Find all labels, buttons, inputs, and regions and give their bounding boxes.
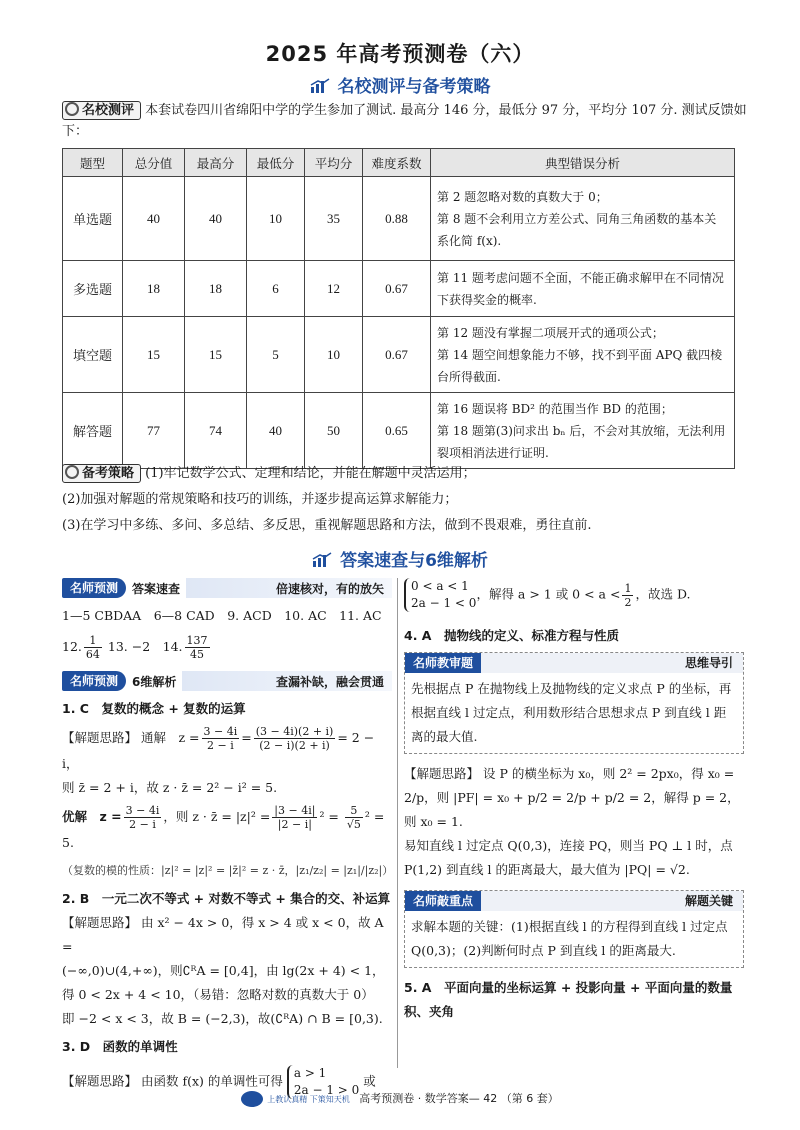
- strategy-item: (2)加强对解题的常规策略和技巧的训练，并逐步提高运算求解能力；: [62, 492, 458, 507]
- question-1-heading: 1. C 复数的概念 + 复数的运算: [62, 701, 246, 716]
- bar-chart-icon: [310, 78, 330, 94]
- section-heading-text: 名校测评与备考策略: [337, 77, 491, 97]
- q4-solution-line: 【解题思路】 设 P 的横坐标为 x₀，则 2² = 2px₀，得 x₀ =: [404, 766, 735, 781]
- th-max: 最高分: [185, 149, 247, 177]
- cell-error-analysis: 第 2 题忽略对数的真数大于 0； 第 8 题不会利用立方差公式、同角三角函数的基本关系化简 f(x).: [431, 177, 735, 261]
- q3-system-brace-2: 0 < a < 1 2a − 1 < 0: [404, 578, 476, 612]
- cell-error-analysis: 第 12 题没有掌握二项展开式的通项公式； 第 14 题空间想象能力不够，找不到平面 APQ 截四棱台所得截面.: [431, 317, 735, 393]
- cell-max: 40: [185, 177, 247, 261]
- key-point-box: [404, 890, 744, 968]
- question-2-heading: 2. B 一元二次不等式 + 对数不等式 + 集合的交、补运算: [62, 891, 391, 906]
- page-footer: [0, 1090, 800, 1107]
- intro-text: 本套试卷四川省绵阳中学的学生参加了测试. 最高分 146 分，最低分 97 分，平均分 107 分. 测试反馈如下：: [62, 103, 747, 139]
- cell-difficulty: 0.67: [363, 261, 431, 317]
- cell-max: 18: [185, 261, 247, 317]
- cell-avg: 10: [305, 317, 363, 393]
- table-row: [63, 317, 735, 393]
- q1-solution-line: 【解题思路】 通解 z = $\frac{3 - 4i}{2 - i}$ = $\frac{(3 - 4i)(2 + i)}{(2 - i)(2 + i)}$ = 2 − i，: [62, 725, 375, 771]
- box-label: 名师敲重点: [405, 891, 481, 911]
- th-difficulty: 难度系数: [363, 149, 431, 177]
- section-heading-evaluation: [0, 72, 800, 97]
- th-type: 题型: [63, 149, 123, 177]
- q1-alt-solution: 优解 z = $\frac{3 - 4i}{2 - i}$ ，则 z · z̄ = |z|² = $\frac{|3 - 4i|}{|2 - i|}$ ² = $\frac{5}{√5}$ ² = 5.: [62, 804, 385, 850]
- strategy-tag: 备考策略: [62, 464, 141, 483]
- box-text: 先根据点 P 在抛物线上及抛物线的定义求点 P 的坐标，再根据直线 l 过定点，利用数形结合思想求点 P 到直线 l 距离的最大值.: [411, 681, 732, 744]
- answer-key-bar: [62, 578, 392, 598]
- cell-type: 单选题: [63, 177, 123, 261]
- cell-min: 10: [247, 177, 305, 261]
- box-text: 求解本题的关键：(1)根据直线 l 的方程得到直线 l 过定点 Q(0,3)；(2)判断何时点 P 到直线 l 的距离最大.: [411, 919, 728, 958]
- table-row: [63, 261, 735, 317]
- intro-paragraph: [62, 100, 752, 142]
- bar-slogan: 查漏补缺，融会贯通: [182, 671, 392, 691]
- right-column: [404, 578, 744, 1024]
- th-error-analysis: 典型错误分析: [431, 149, 735, 177]
- th-total: 总分值: [123, 149, 185, 177]
- cell-total: 40: [123, 177, 185, 261]
- bar-label: 名师预测: [62, 578, 126, 598]
- box-slogan: 解题关键: [481, 891, 743, 911]
- bar-slogan: 倍速核对，有的放矢: [186, 578, 392, 598]
- q4-solution-line: 易知直线 l 过定点 Q(0,3)，连接 PQ，则当 PQ ⊥ l 时，点: [404, 838, 733, 853]
- q2-solution-line: 【解题思路】 由 x² − 4x > 0，得 x > 4 或 x < 0，故 A =: [62, 915, 384, 954]
- publisher-logo-icon: [241, 1091, 263, 1107]
- q2-solution-line: (−∞,0)∪(4,+∞)，则∁ᴿA = [0,4]，由 lg(2x + 4) < 1，: [62, 963, 385, 978]
- q4-solution-line: P(1,2) 到直线 l 的距离最大，最大值为 |PQ| = √2.: [404, 862, 690, 877]
- cell-difficulty: 0.65: [363, 393, 431, 469]
- table-row: [63, 393, 735, 469]
- strategy-item: (3)在学习中多练、多问、多总结、多反思，重视解题思路和方法，做到不畏艰难，勇往直前.: [62, 518, 592, 533]
- q3-system-brace: a > 1 2a − 1 > 0: [287, 1065, 359, 1099]
- q2-solution-line: 得 0 < 2x + 4 < 10，（易错：忽略对数的真数大于 0）: [62, 987, 374, 1002]
- th-min: 最低分: [247, 149, 305, 177]
- cell-type: 多选题: [63, 261, 123, 317]
- column-divider: [397, 578, 398, 1068]
- q1-note: （复数的模的性质：|z|² = |z|² = |z̄|² = z · z̄，|z₁/z₂| = |z₁|/|z₂|）: [62, 864, 394, 877]
- cell-error-analysis: 第 11 题考虑问题不全面，不能正确求解甲在不同情况下获得奖金的概率.: [431, 261, 735, 317]
- cell-avg: 35: [305, 177, 363, 261]
- table-header-row: [63, 149, 735, 177]
- question-3-heading: 3. D 函数的单调性: [62, 1039, 178, 1054]
- cell-total: 15: [123, 317, 185, 393]
- cell-avg: 50: [305, 393, 363, 469]
- answers-line-1: 1—5 CBDAA 6—8 CAD 9. ACD 10. AC 11. AC: [62, 608, 382, 623]
- section-heading-text: 答案速查与6维解析: [340, 551, 488, 571]
- box-label: 名师教审题: [405, 653, 481, 673]
- q3-solution-line: 【解题思路】 由函数 f(x) 的单调性可得 a > 1 2a − 1 > 0 或: [62, 1066, 376, 1097]
- cell-avg: 12: [305, 261, 363, 317]
- page-title: 2025 年高考预测卷（六）: [265, 42, 535, 66]
- bar-sub: 6维解析: [132, 674, 177, 689]
- cell-min: 5: [247, 317, 305, 393]
- q1-solution-line: 则 z̄ = 2 + i，故 z · z̄ = 2² − i² = 5.: [62, 780, 278, 795]
- analysis-bar: [62, 671, 392, 691]
- question-4-heading: 4. A 抛物线的定义、标准方程与性质: [404, 628, 619, 643]
- answers-line-2: 12. $\frac{1}{64}$ 13. −2 14. $\frac{137}{45}$: [62, 634, 208, 661]
- teacher-review-box: [404, 652, 744, 754]
- strategy-item: (1)牢记数学公式、定理和结论，并能在解题中灵活运用；: [145, 466, 476, 481]
- table-row: [63, 177, 735, 261]
- cell-total: 18: [123, 261, 185, 317]
- score-table: [62, 148, 735, 469]
- question-5-heading: 5. A 平面向量的坐标运算 + 投影向量 + 平面向量的数量积、夹角: [404, 980, 733, 1019]
- q3-continued: 0 < a < 1 2a − 1 < 0 ，解得 a > 1 或 0 < a < $\frac{1}{2}$ ，故选 D.: [404, 578, 744, 612]
- cell-difficulty: 0.67: [363, 317, 431, 393]
- q2-solution-line: 即 −2 < x < 3，故 B = (−2,3)，故(∁ᴿA) ∩ B = [0,3).: [62, 1011, 383, 1026]
- strategy-tag-icon: [65, 465, 79, 479]
- cell-total: 77: [123, 393, 185, 469]
- cell-error-analysis: 第 16 题误将 BD² 的范围当作 BD 的范围； 第 18 题第(3)问求出 bₙ 后，不会对其放缩，无法利用裂项相消法进行证明.: [431, 393, 735, 469]
- th-avg: 平均分: [305, 149, 363, 177]
- footer-text: 高考预测卷 · 数学答案— 42 （第 6 套）: [359, 1092, 559, 1105]
- q4-solution-line: 2/p，则 |PF| = x₀ + p/2 = 2/p + p/2 = 2，解得 p = 2，则 x₀ = 1.: [404, 790, 740, 829]
- cell-type: 解答题: [63, 393, 123, 469]
- bar-chart-icon: [312, 552, 332, 568]
- cell-max: 15: [185, 317, 247, 393]
- cell-min: 6: [247, 261, 305, 317]
- cell-max: 74: [185, 393, 247, 469]
- eval-tag-icon: [65, 102, 79, 116]
- bar-sub: 答案速查: [132, 581, 181, 596]
- publisher-logo-text: 上教认真精 下策知天机: [267, 1094, 350, 1104]
- box-slogan: 思维导引: [481, 653, 743, 673]
- bar-label: 名师预测: [62, 671, 126, 691]
- cell-difficulty: 0.88: [363, 177, 431, 261]
- cell-type: 填空题: [63, 317, 123, 393]
- strategy-block: [62, 461, 752, 539]
- cell-min: 40: [247, 393, 305, 469]
- eval-tag: 名校测评: [62, 101, 141, 120]
- section-heading-answers: [0, 546, 800, 571]
- left-column: [62, 578, 392, 1099]
